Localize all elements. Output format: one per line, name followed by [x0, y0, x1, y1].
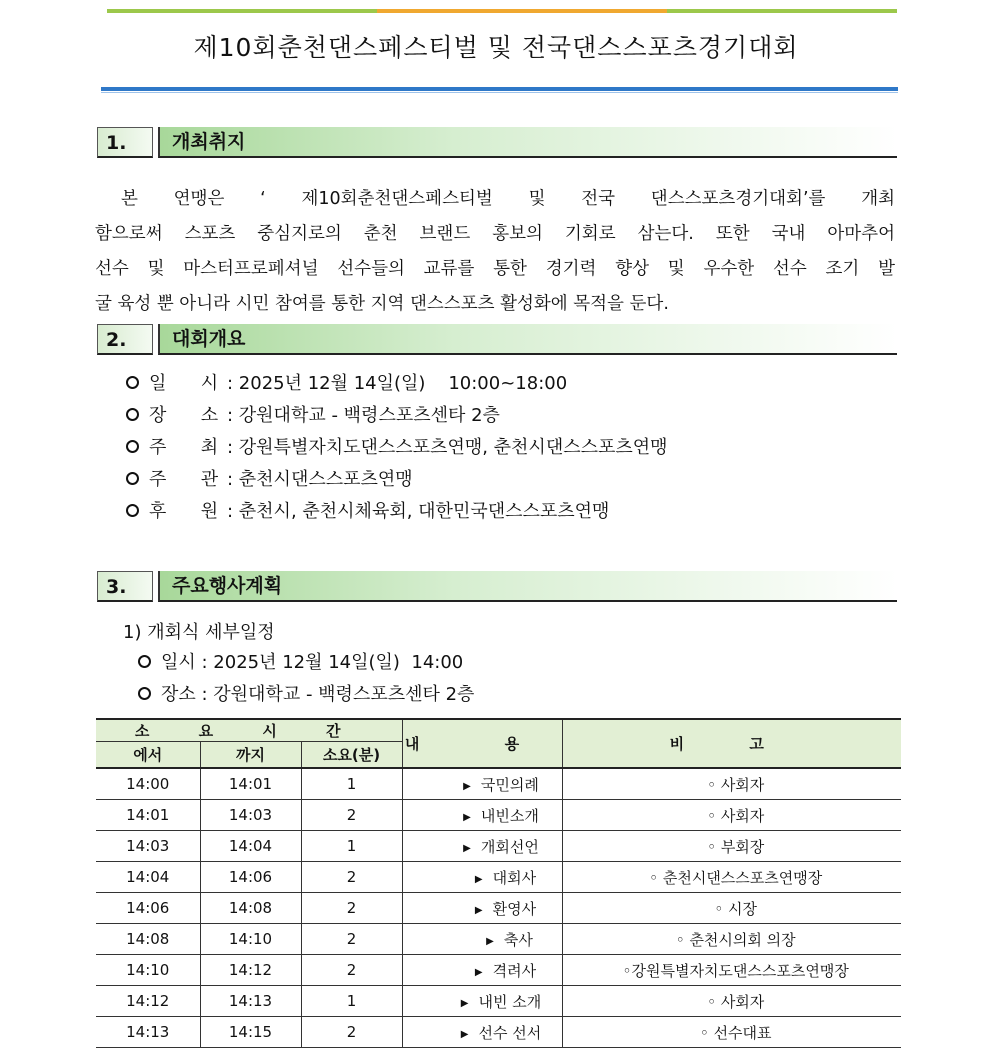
- section-3-header: [97, 571, 897, 604]
- content-cell: ▶ 개회선언: [402, 831, 562, 862]
- content-cell: ▶ 환영사: [402, 893, 562, 924]
- note-cell: ◦ 사회자: [562, 986, 901, 1017]
- duration-cell: 2: [301, 893, 402, 924]
- arrow-icon: ▶: [463, 842, 471, 854]
- to-cell: 14:15: [200, 1017, 301, 1048]
- to-cell: 14:04: [200, 831, 301, 862]
- duration-cell: 2: [301, 924, 402, 955]
- table-row: [96, 986, 901, 1017]
- note-cell: ◦ 사회자: [562, 800, 901, 831]
- content-cell: ▶ 내빈 소개: [402, 986, 562, 1017]
- paragraph-line: 함으로써 스포츠 중심지로의 춘천 브랜드 홍보의 기회로 삼는다. 또한 국내 아마추어: [95, 224, 895, 244]
- top-accent-bar: [107, 9, 897, 13]
- bullet-circle-icon: [126, 504, 139, 517]
- section-label: 주요행사계획: [158, 571, 897, 602]
- arrow-icon: ▶: [460, 997, 469, 1009]
- table-row: [96, 893, 901, 924]
- duration-header: 소요(분): [301, 742, 402, 769]
- content-cell: ▶ 내빈소개: [402, 800, 562, 831]
- purpose-paragraph: [95, 182, 895, 322]
- note-cell: ◦ 춘천시댄스스포츠연맹장: [562, 862, 901, 893]
- duration-cell: 2: [301, 800, 402, 831]
- table-row: [96, 831, 901, 862]
- from-cell: 14:10: [96, 955, 200, 986]
- title-underline-light: [101, 92, 898, 93]
- duration-cell: 1: [301, 986, 402, 1017]
- paragraph-line: 선수 및 마스터프로페셔널 선수들의 교류를 통한 경기력 향상 및 우수한 선수 조기 발: [95, 259, 895, 279]
- arrow-icon: ▶: [474, 966, 483, 978]
- from-header: 에서: [96, 742, 200, 769]
- table-row: [96, 955, 901, 986]
- section-number: 2.: [97, 324, 153, 355]
- to-cell: 14:03: [200, 800, 301, 831]
- table-row: [96, 1017, 901, 1048]
- note-cell: ◦ 사회자: [562, 768, 901, 800]
- content-cell: ▶ 축사: [402, 924, 562, 955]
- from-cell: 14:06: [96, 893, 200, 924]
- section-2-header: [97, 324, 897, 357]
- section-label: 대회개요: [158, 324, 897, 355]
- bullet-circle-icon: [138, 687, 151, 700]
- arrow-icon: ▶: [463, 811, 471, 823]
- content-header: 내 용: [402, 719, 562, 768]
- from-cell: 14:12: [96, 986, 200, 1017]
- section-number: 1.: [97, 127, 153, 158]
- to-cell: 14:10: [200, 924, 301, 955]
- from-cell: 14:04: [96, 862, 200, 893]
- overview-item-host: 주 최 : 강원특별자치도댄스스포츠연맹, 춘천시댄스스포츠연맹: [126, 432, 668, 464]
- to-cell: 14:06: [200, 862, 301, 893]
- bullet-circle-icon: [138, 655, 151, 668]
- duration-group-header: 소 요 시 간: [96, 719, 402, 742]
- content-cell: ▶ 국민의례: [402, 768, 562, 800]
- bullet-circle-icon: [126, 472, 139, 485]
- note-header: 비 고: [562, 719, 901, 768]
- paragraph-line: 본 연맹은 ‘ 제10회춘천댄스페스티벌 및 전국 댄스스포츠경기대회’를 개최: [121, 189, 895, 209]
- duration-cell: 1: [301, 831, 402, 862]
- overview-item-date: 일 시 : 2025년 12월 14일(일) 10:00~18:00: [126, 368, 668, 400]
- overview-list: [126, 368, 668, 528]
- note-cell: ◦ 부회장: [562, 831, 901, 862]
- arrow-icon: ▶: [460, 1028, 469, 1040]
- note-cell: ◦ 춘천시의회 의장: [562, 924, 901, 955]
- arrow-icon: ▶: [474, 904, 483, 916]
- from-cell: 14:03: [96, 831, 200, 862]
- detail-date: 일시 : 2025년 12월 14일(일) 14:00: [138, 648, 463, 674]
- from-cell: 14:01: [96, 800, 200, 831]
- from-cell: 14:00: [96, 768, 200, 800]
- note-cell: ◦강원특별자치도댄스스포츠연맹장: [562, 955, 901, 986]
- from-cell: 14:13: [96, 1017, 200, 1048]
- overview-item-sponsor: 후 원 : 춘천시, 춘천시체육회, 대한민국댄스스포츠연맹: [126, 496, 668, 528]
- overview-item-venue: 장 소 : 강원대학교 - 백령스포츠센타 2층: [126, 400, 668, 432]
- content-cell: ▶ 선수 선서: [402, 1017, 562, 1048]
- paragraph-line: 굴 육성 뿐 아니라 시민 참여를 통한 지역 댄스스포츠 활성화에 목적을 둔다.: [95, 294, 669, 314]
- table-row: [96, 862, 901, 893]
- arrow-icon: ▶: [474, 873, 483, 885]
- subsection-title: 1) 개회식 세부일정: [123, 622, 275, 643]
- note-cell: ◦ 선수대표: [562, 1017, 901, 1048]
- from-cell: 14:08: [96, 924, 200, 955]
- section-number: 3.: [97, 571, 153, 602]
- duration-cell: 1: [301, 768, 402, 800]
- note-cell: ◦ 시장: [562, 893, 901, 924]
- arrow-icon: ▶: [486, 935, 494, 947]
- bullet-circle-icon: [126, 440, 139, 453]
- detail-venue: 장소 : 강원대학교 - 백령스포츠센타 2층: [138, 680, 474, 706]
- arrow-icon: ▶: [463, 780, 471, 792]
- to-cell: 14:08: [200, 893, 301, 924]
- duration-cell: 2: [301, 862, 402, 893]
- content-cell: ▶ 대회사: [402, 862, 562, 893]
- section-label: 개최취지: [158, 127, 897, 158]
- to-cell: 14:01: [200, 768, 301, 800]
- to-cell: 14:13: [200, 986, 301, 1017]
- content-cell: ▶ 격려사: [402, 955, 562, 986]
- duration-cell: 2: [301, 1017, 402, 1048]
- title-underline: [101, 87, 898, 91]
- bullet-circle-icon: [126, 376, 139, 389]
- ceremony-schedule-table: [96, 718, 901, 1048]
- section-1-header: [97, 127, 897, 160]
- to-header: 까지: [200, 742, 301, 769]
- duration-cell: 2: [301, 955, 402, 986]
- to-cell: 14:12: [200, 955, 301, 986]
- table-row: [96, 768, 901, 800]
- overview-item-organizer: 주 관 : 춘천시댄스스포츠연맹: [126, 464, 668, 496]
- bullet-circle-icon: [126, 408, 139, 421]
- table-row: [96, 924, 901, 955]
- document-title: 제10회춘천댄스페스티벌 및 전국댄스스포츠경기대회: [193, 33, 799, 62]
- table-row: [96, 800, 901, 831]
- top-accent-orange: [377, 9, 667, 13]
